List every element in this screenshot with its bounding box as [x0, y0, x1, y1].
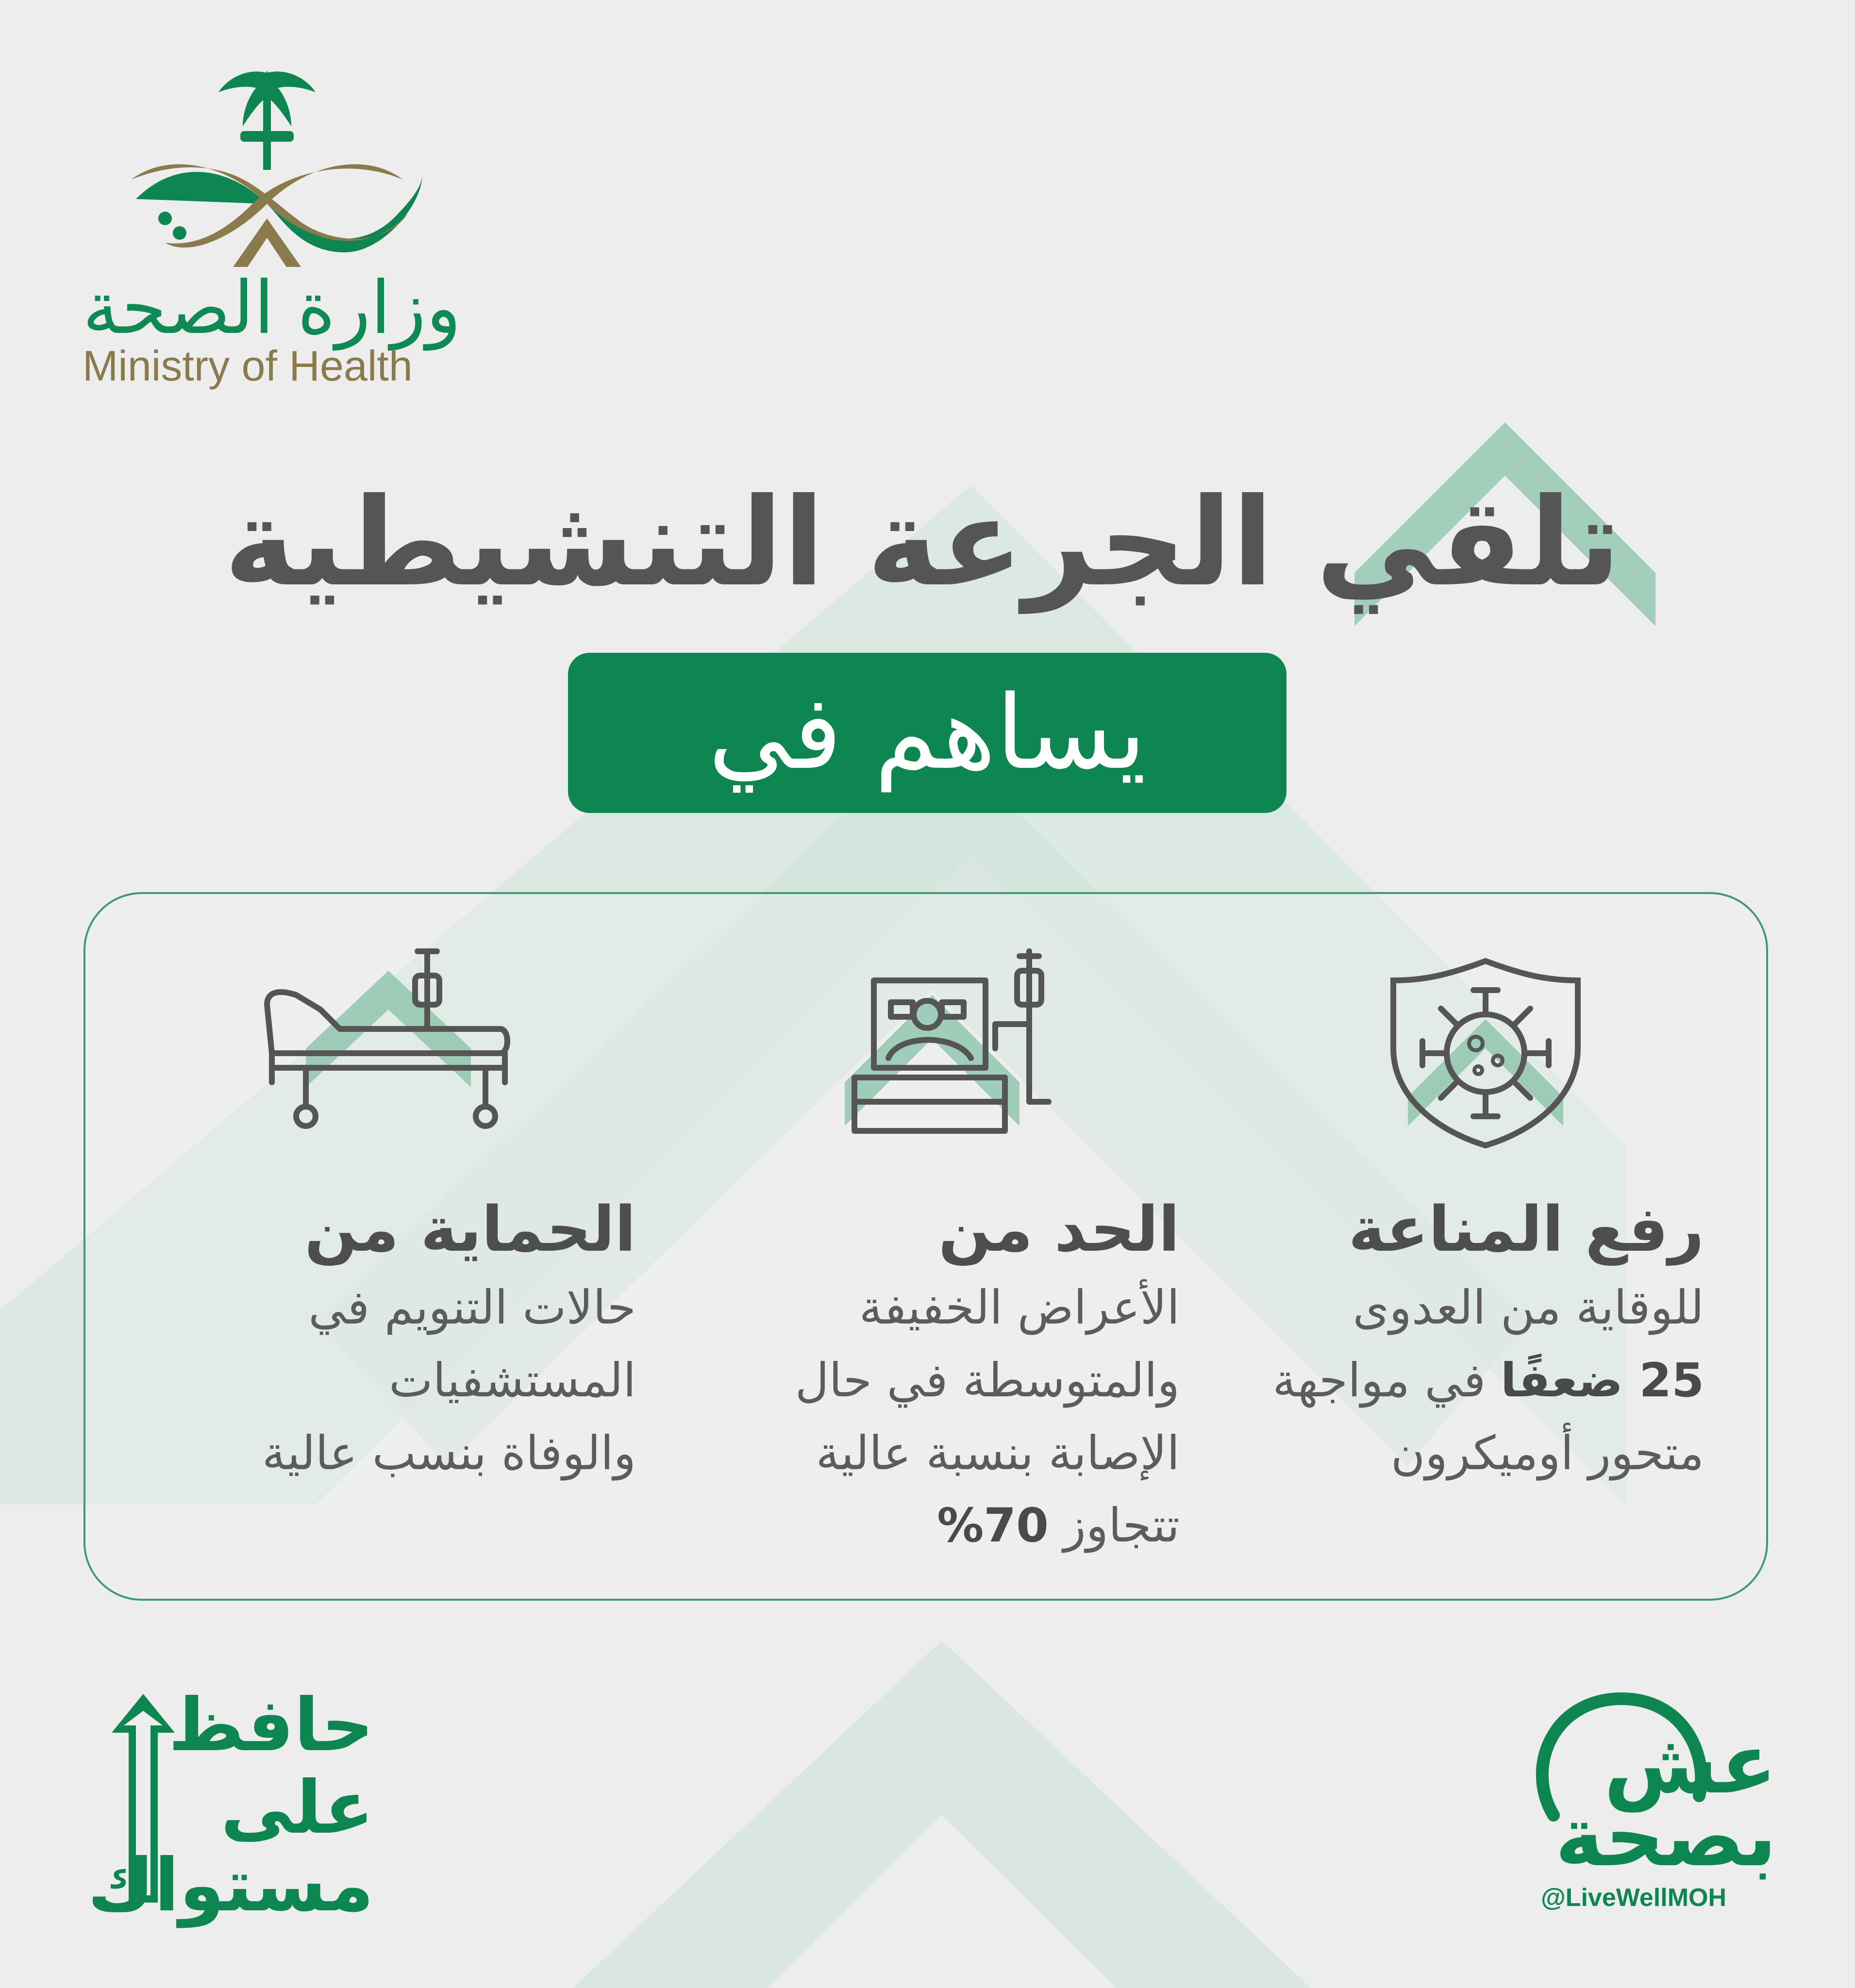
benefit-title: رفع المناعة: [1348, 1193, 1704, 1266]
patient-bed-icon: [835, 937, 1058, 1141]
campaign-badge-keep-level: [68, 1679, 384, 1932]
campaign-line: حافظ: [168, 1683, 374, 1768]
page-title: تلقي الجرعة التنشيطية: [224, 472, 1621, 613]
shield-virus-icon: [1379, 951, 1592, 1155]
chevron-shape: [573, 1640, 1311, 1988]
benefit-line: والمتوسطة في حال: [795, 1353, 1180, 1408]
ministry-name-arabic: وزارة الصحة: [83, 266, 461, 350]
benefit-title: الحد من: [938, 1193, 1180, 1266]
benefit-line: [694, 1490, 1180, 1562]
benefit-description: [694, 1272, 1180, 1562]
campaign-line: على: [220, 1766, 374, 1850]
benefit-line: [1233, 1344, 1704, 1417]
benefit-line: حالات التنويم في: [308, 1280, 636, 1335]
benefit-line: والوفاة بنسب عالية: [262, 1425, 636, 1480]
social-handle: @LiveWellMOH: [1540, 1884, 1727, 1912]
campaign-line: مستواك: [87, 1843, 374, 1928]
campaign-word: عش: [1604, 1716, 1777, 1812]
benefit-description: [131, 1272, 636, 1490]
benefit-line: الإصابة بنسبة عالية: [816, 1425, 1180, 1480]
palm-logo-icon: [73, 58, 461, 272]
hospital-bed-icon: [257, 942, 519, 1145]
benefit-highlight: 25 ضعفًا: [1500, 1353, 1704, 1408]
benefit-highlight: 70%: [937, 1498, 1049, 1553]
moh-logo: [73, 58, 461, 398]
ministry-name-english: Ministry of Health: [83, 342, 413, 390]
benefit-title: الحماية من: [304, 1193, 636, 1266]
benefit-line-rest: في مواجهة: [1272, 1353, 1486, 1408]
benefit-line: للوقاية من العدوى: [1353, 1280, 1704, 1335]
benefit-line: متحور أوميكرون: [1390, 1425, 1704, 1480]
benefit-line: المستشفيات: [389, 1353, 636, 1408]
subtitle-banner: يساهم في: [568, 653, 1287, 813]
benefit-description: [1233, 1272, 1704, 1490]
benefit-line-rest: تتجاوز: [1063, 1498, 1180, 1553]
benefit-line: الأعراض الخفيفة: [859, 1280, 1180, 1335]
campaign-word: بصحة: [1555, 1789, 1777, 1885]
